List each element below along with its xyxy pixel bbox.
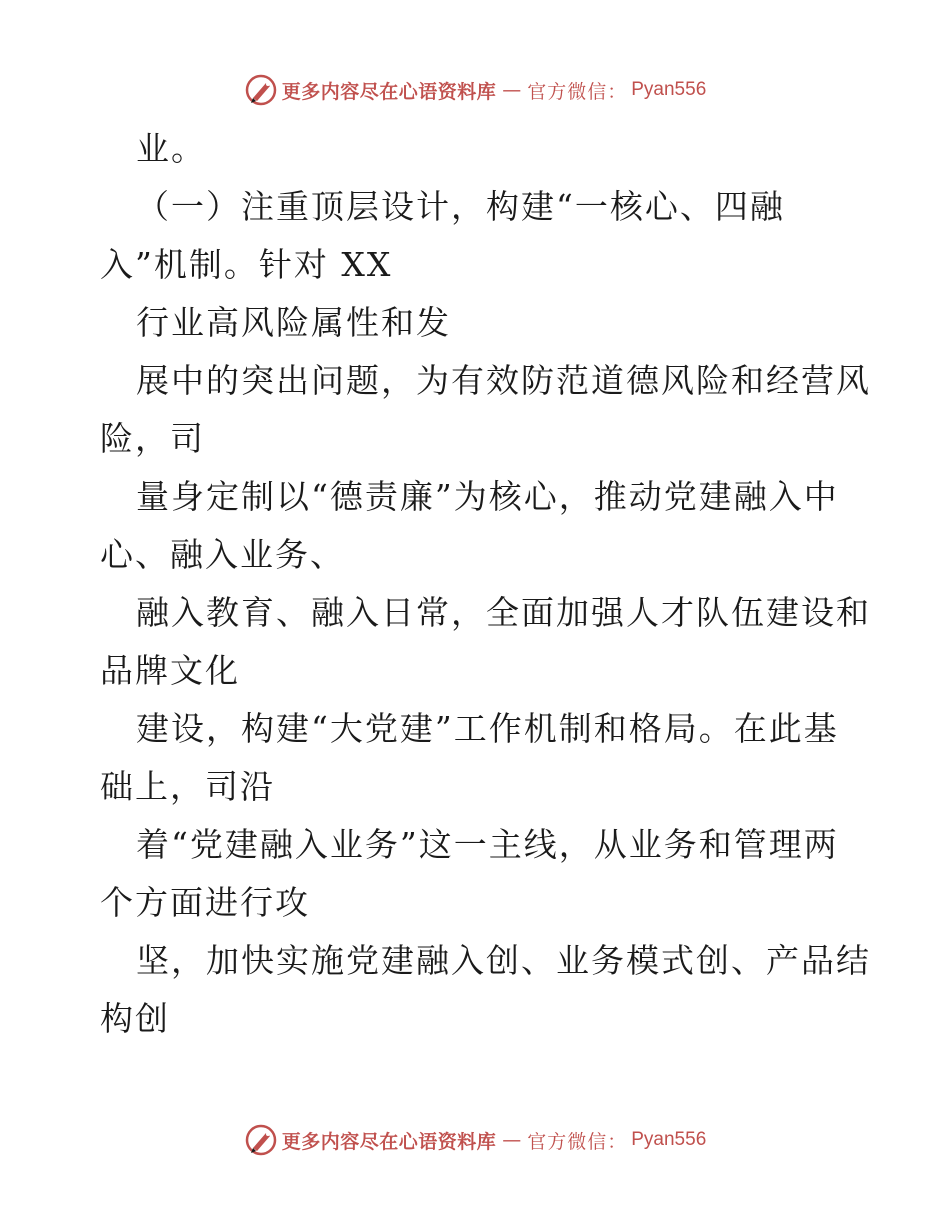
- pen-logo-icon: [244, 73, 278, 107]
- footer-wechat-label: 官方微信：: [527, 1130, 628, 1153]
- body-line: 建设，构建“大党建”工作机制和格局。在此基: [136, 709, 839, 748]
- header-banner: [0, 70, 950, 110]
- document-body: [100, 120, 871, 1048]
- body-line: 构创: [100, 999, 170, 1038]
- body-line: 个方面进行攻: [100, 883, 310, 922]
- body-line: 展中的突出问题，为有效防范道德风险和经营风: [136, 361, 871, 400]
- body-line: 品牌文化: [100, 651, 240, 690]
- footer-banner-text: 更多内容尽在心语资料库: [281, 1130, 497, 1153]
- body-line: 行业高风险属性和发: [136, 303, 451, 342]
- body-line: 业。: [136, 129, 206, 168]
- header-banner-inner: [244, 73, 707, 107]
- header-wechat-id: Pyan556: [631, 79, 707, 100]
- body-line: 心、融入业务、: [100, 535, 345, 574]
- body-line: 础上，司沿: [100, 767, 275, 806]
- footer-banner: [0, 1120, 950, 1160]
- body-line: 融入教育、融入日常，全面加强人才队伍建设和: [136, 593, 871, 632]
- pen-logo-icon: [244, 1123, 278, 1157]
- body-line: 坚，加快实施党建融入创、业务模式创、产品结: [136, 941, 871, 980]
- body-line: 险，司: [100, 419, 205, 458]
- body-line: （一）注重顶层设计，构建“一核心、四融: [136, 187, 785, 226]
- header-banner-text: 更多内容尽在心语资料库: [281, 80, 497, 103]
- footer-banner-separator: —: [502, 1129, 522, 1151]
- header-wechat-label: 官方微信：: [527, 80, 628, 103]
- body-line: 量身定制以“德责廉”为核心，推动党建融入中: [136, 477, 839, 516]
- footer-wechat-id: Pyan556: [631, 1129, 707, 1150]
- body-line: 入”机制。针对 XX: [100, 245, 393, 284]
- header-banner-separator: —: [502, 79, 522, 101]
- footer-banner-inner: [244, 1123, 707, 1157]
- body-line: 着“党建融入业务”这一主线，从业务和管理两: [136, 825, 839, 864]
